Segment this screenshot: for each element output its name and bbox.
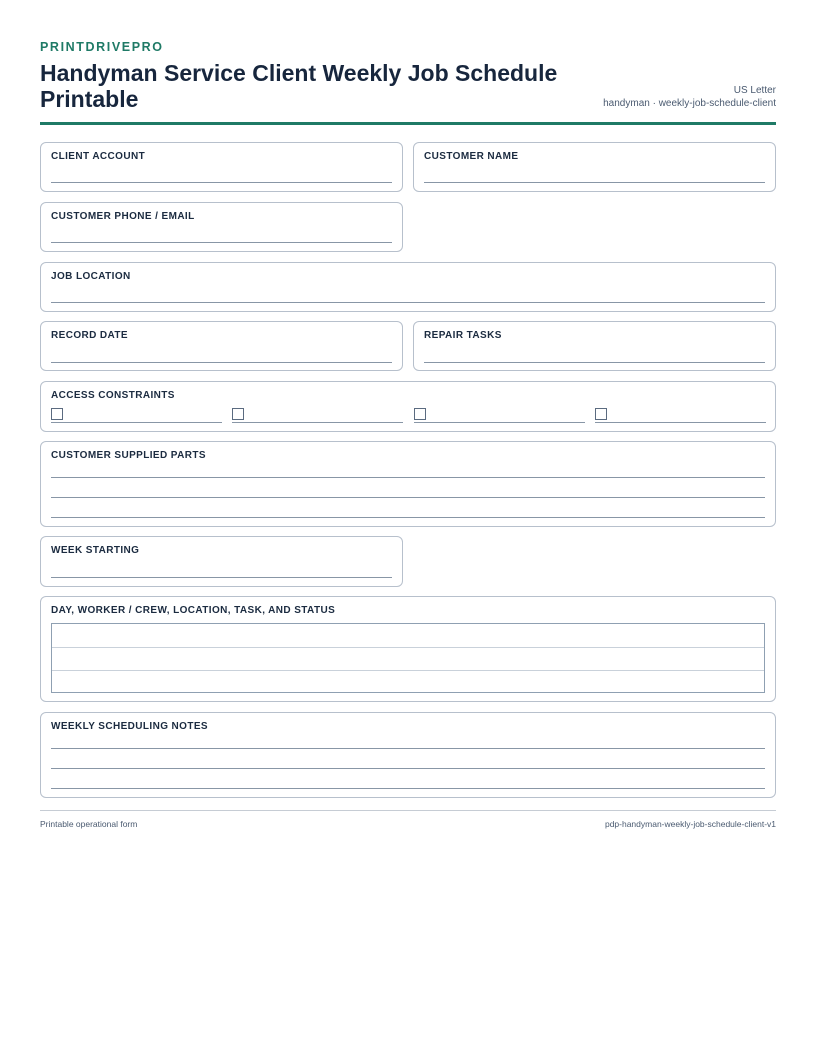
customer-contact-input[interactable] bbox=[51, 242, 392, 243]
checkbox-icon[interactable] bbox=[232, 408, 244, 420]
access-constraint-option[interactable] bbox=[232, 408, 403, 424]
record-date-input[interactable] bbox=[51, 362, 392, 363]
job-location-field bbox=[40, 262, 776, 312]
paper-size: US Letter bbox=[733, 85, 776, 96]
option-line[interactable] bbox=[232, 422, 403, 423]
document-meta bbox=[603, 84, 776, 110]
checkbox-icon[interactable] bbox=[414, 408, 426, 420]
notes-line[interactable] bbox=[51, 748, 765, 749]
customer-name-label: CUSTOMER NAME bbox=[424, 151, 519, 162]
parts-line[interactable] bbox=[51, 517, 765, 518]
brand-name: PRINTDRIVEPRO bbox=[40, 40, 164, 54]
checkbox-icon[interactable] bbox=[51, 408, 63, 420]
footer-divider bbox=[40, 810, 776, 811]
table-row[interactable] bbox=[52, 647, 764, 648]
customer-contact-label: CUSTOMER PHONE / EMAIL bbox=[51, 211, 195, 222]
access-constraint-option[interactable] bbox=[595, 408, 766, 424]
customer-supplied-parts-label: CUSTOMER SUPPLIED PARTS bbox=[51, 450, 206, 461]
record-date-field bbox=[40, 321, 403, 371]
parts-line[interactable] bbox=[51, 477, 765, 478]
footer-form-type: Printable operational form bbox=[40, 819, 138, 829]
customer-name-input[interactable] bbox=[424, 182, 765, 183]
access-constraint-option[interactable] bbox=[51, 408, 222, 424]
customer-name-field bbox=[413, 142, 776, 192]
page-title: Handyman Service Client Weekly Job Schedule Printable bbox=[40, 60, 558, 112]
schedule-table bbox=[51, 623, 765, 693]
option-line[interactable] bbox=[414, 422, 585, 423]
repair-tasks-label: REPAIR TASKS bbox=[424, 330, 502, 341]
option-line[interactable] bbox=[595, 422, 766, 423]
page-header bbox=[40, 40, 776, 125]
customer-supplied-parts-field bbox=[40, 441, 776, 527]
client-account-input[interactable] bbox=[51, 182, 392, 183]
weekly-notes-label: WEEKLY SCHEDULING NOTES bbox=[51, 721, 208, 732]
job-location-label: JOB LOCATION bbox=[51, 271, 131, 282]
week-starting-label: WEEK STARTING bbox=[51, 545, 140, 556]
job-location-input[interactable] bbox=[51, 302, 765, 303]
schedule-table-label: DAY, WORKER / CREW, LOCATION, TASK, AND STATUS bbox=[51, 605, 336, 616]
document-slug: handyman · weekly-job-schedule-client bbox=[603, 98, 776, 109]
client-account-field bbox=[40, 142, 403, 192]
repair-tasks-field bbox=[413, 321, 776, 371]
checkbox-icon[interactable] bbox=[595, 408, 607, 420]
record-date-label: RECORD DATE bbox=[51, 330, 128, 341]
client-account-label: CLIENT ACCOUNT bbox=[51, 151, 146, 162]
footer-form-id: pdp-handyman-weekly-job-schedule-client-v1 bbox=[604, 819, 776, 829]
week-starting-field bbox=[40, 536, 403, 587]
access-constraint-option[interactable] bbox=[414, 408, 585, 424]
notes-line[interactable] bbox=[51, 788, 765, 789]
notes-line[interactable] bbox=[51, 768, 765, 769]
customer-contact-field bbox=[40, 202, 403, 252]
schedule-table-field bbox=[40, 596, 776, 702]
weekly-notes-field bbox=[40, 712, 776, 798]
parts-line[interactable] bbox=[51, 497, 765, 498]
week-starting-input[interactable] bbox=[51, 577, 392, 578]
repair-tasks-input[interactable] bbox=[424, 362, 765, 363]
table-row[interactable] bbox=[52, 670, 764, 671]
option-line[interactable] bbox=[51, 422, 222, 423]
form-page bbox=[40, 40, 776, 125]
access-constraints-field bbox=[40, 381, 776, 432]
access-constraints-label: ACCESS CONSTRAINTS bbox=[51, 390, 175, 401]
